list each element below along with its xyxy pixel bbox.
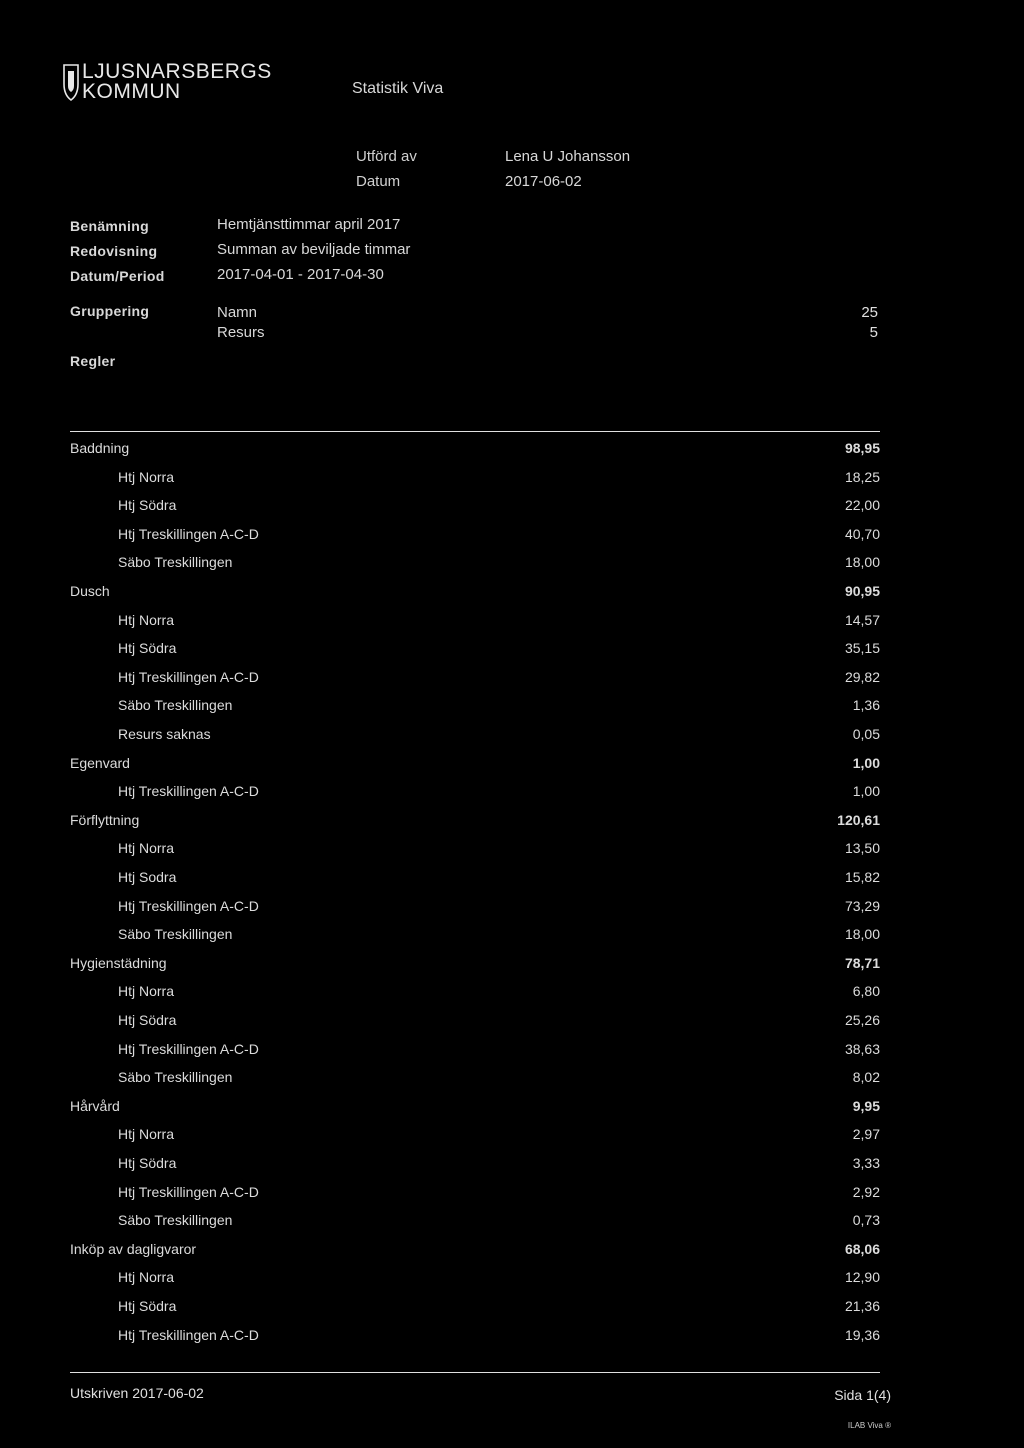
date-value: 2017-06-02 [505,173,582,190]
group-row [70,1098,880,1120]
group-total: 98,95 [844,440,880,456]
table-row [70,526,880,548]
row-value: 6,80 [852,983,880,999]
org-name-line2: KOMMUN [82,80,181,103]
grouping-count-2: 5 [869,324,878,341]
row-label: Säbo Treskillingen [118,926,233,942]
coat-of-arms-icon [62,62,80,102]
printed-date: Utskriven 2017-06-02 [70,1385,204,1401]
row-label: Säbo Treskillingen [118,554,233,570]
table-row [70,898,880,920]
group-total: 1,00 [852,755,880,771]
group-label: Hårvård [70,1098,120,1114]
table-row [70,926,880,948]
row-value: 22,00 [844,497,880,513]
group-label: Inköp av dagligvaror [70,1241,197,1257]
row-value: 13,50 [844,840,880,856]
table-row [70,983,880,1005]
accounting-label: Redovisning [70,243,158,259]
table-row [70,612,880,634]
table-row [70,497,880,519]
row-label: Htj Sodra [118,869,177,885]
period-label: Datum/Period [70,268,165,284]
row-label: Htj Treskillingen A-C-D [118,1041,259,1057]
table-row [70,1184,880,1206]
row-label: Htj Södra [118,1155,177,1171]
table-row [70,1041,880,1063]
table-row [70,1069,880,1091]
table-row [70,783,880,805]
group-total: 120,61 [837,812,880,828]
row-value: 21,36 [844,1298,880,1314]
row-label: Htj Norra [118,983,175,999]
row-value: 1,00 [852,783,880,799]
row-label: Htj Treskillingen A-C-D [118,783,259,799]
row-label: Htj Treskillingen A-C-D [118,1327,259,1343]
page-number: Sida 1(4) [834,1387,891,1403]
row-value: 2,97 [852,1126,880,1142]
row-label: Htj Södra [118,1012,177,1028]
group-label: Förflyttning [70,812,140,828]
row-label: Htj Treskillingen A-C-D [118,526,259,542]
grouping-name-1: Namn [217,304,258,321]
report-name-label: Benämning [70,218,149,234]
org-name-line1: LJUSNARSBERGS [82,60,272,83]
table-row [70,697,880,719]
table-row [70,869,880,891]
row-value: 29,82 [844,669,880,685]
group-row [70,440,880,462]
table-row [70,726,880,748]
row-value: 73,29 [844,898,880,914]
performed-by-label: Utförd av [356,148,417,165]
group-row [70,755,880,777]
group-label: Hygienstädning [70,955,167,971]
row-label: Htj Norra [118,1269,175,1285]
row-label: Htj Södra [118,497,177,513]
row-label: Htj Treskillingen A-C-D [118,669,259,685]
app-title: Statistik Viva [352,80,444,97]
row-value: 8,02 [852,1069,880,1085]
group-row [70,1241,880,1263]
row-label: Htj Södra [118,640,177,656]
row-value: 0,73 [852,1212,880,1228]
bottom-divider [70,1372,880,1373]
group-row [70,583,880,605]
group-label: Baddning [70,440,130,456]
table-row [70,1269,880,1291]
row-label: Htj Norra [118,1126,175,1142]
table-row [70,1126,880,1148]
group-row [70,955,880,977]
group-total: 68,06 [844,1241,880,1257]
row-value: 1,36 [852,697,880,713]
row-value: 19,36 [844,1327,880,1343]
table-row [70,669,880,691]
table-row [70,554,880,576]
group-total: 78,71 [844,955,880,971]
table-row [70,640,880,662]
row-value: 12,90 [844,1269,880,1285]
grouping-name-2: Resurs [217,324,265,341]
row-label: Resurs saknas [118,726,211,742]
row-label: Htj Norra [118,840,175,856]
row-value: 35,15 [844,640,880,656]
group-label: Dusch [70,583,110,599]
table-row [70,840,880,862]
row-value: 18,25 [844,469,880,485]
report-name-value: Hemtjänsttimmar april 2017 [217,216,401,233]
table-row [70,469,880,491]
group-total: 90,95 [844,583,880,599]
row-value: 18,00 [844,554,880,570]
group-row [70,812,880,834]
grouping-count-1: 25 [861,304,878,321]
table-row [70,1012,880,1034]
table-row [70,1327,880,1349]
row-value: 14,57 [844,612,880,628]
footer-brand: ILAB Viva ® [847,1421,891,1430]
table-row [70,1298,880,1320]
row-value: 40,70 [844,526,880,542]
row-label: Htj Södra [118,1298,177,1314]
date-label: Datum [356,173,401,190]
row-value: 18,00 [844,926,880,942]
rules-label: Regler [70,353,116,369]
accounting-value: Summan av beviljade timmar [217,241,411,258]
row-label: Säbo Treskillingen [118,697,233,713]
row-label: Htj Treskillingen A-C-D [118,1184,259,1200]
period-value: 2017-04-01 - 2017-04-30 [217,266,384,283]
grouping-label: Gruppering [70,303,150,319]
row-value: 3,33 [852,1155,880,1171]
table-row [70,1212,880,1234]
table-row [70,1155,880,1177]
row-value: 38,63 [844,1041,880,1057]
performed-by-value: Lena U Johansson [505,148,631,165]
row-label: Säbo Treskillingen [118,1069,233,1085]
row-label: Htj Norra [118,612,175,628]
row-value: 2,92 [852,1184,880,1200]
row-label: Htj Norra [118,469,175,485]
row-value: 15,82 [844,869,880,885]
row-label: Säbo Treskillingen [118,1212,233,1228]
row-label: Htj Treskillingen A-C-D [118,898,259,914]
group-total: 9,95 [852,1098,880,1114]
row-value: 25,26 [844,1012,880,1028]
row-value: 0,05 [852,726,880,742]
top-divider [70,431,880,432]
group-label: Egenvard [70,755,130,771]
